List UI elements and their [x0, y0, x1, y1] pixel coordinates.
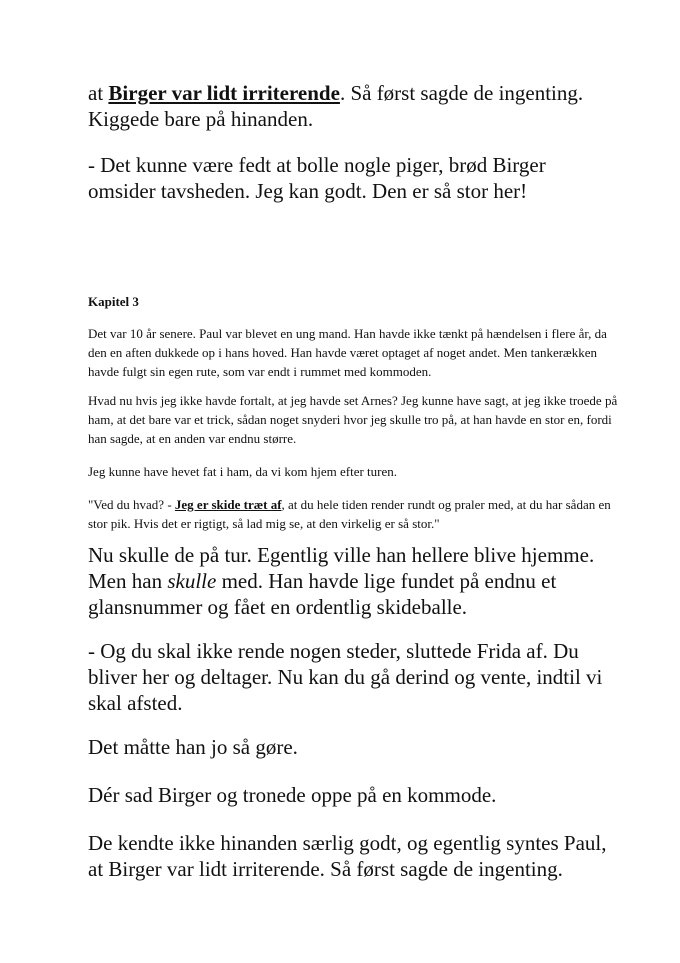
paragraph-4: - Og du skal ikke rende nogen steder, sluttede Frida af. Du bliver her og deltager. Nu kan du gå derind og vente, indtil vi skal afsted. [88, 639, 603, 715]
chapter-heading: Kapitel 3 [88, 294, 139, 309]
underlined-phrase: Birger var lidt irriterende [108, 81, 340, 105]
italic-word: skulle [167, 569, 217, 593]
paragraph-7: De kendte ikke hinanden særlig godt, og egentlig syntes Paul, at Birger var lidt irriterende. Så først sagde de ingenting. [88, 831, 607, 881]
small-paragraph-3: Jeg kunne have hevet fat i ham, da vi kom hjem efter turen. [88, 464, 398, 479]
small-paragraph-2: Hvad nu hvis jeg ikke havde fortalt, at jeg havde set Arnes? Jeg kunne have sagt, at jeg ikke troede på ham, at det bare var et trick, sådan noget snyderi hvor jeg skulle tro på, at han havde en stor en, fordi han sagde, at en anden var endnu større. [88, 393, 618, 446]
paragraph-5: Det måtte han jo så gøre. [88, 735, 298, 759]
paragraph-6: Dér sad Birger og tronede oppe på en kommode. [88, 783, 497, 807]
underlined-phrase-2: Jeg er skide træt af [174, 497, 282, 512]
small-paragraph-1: Det var 10 år senere. Paul var blevet en ung mand. Han havde ikke tænkt på hændelsen i flere år, da den en aften dukkede op i hans hoved. Han havde været optaget af noget andet. Men tankerækken havde fulgt sin egen rute, som var endt i rummet med kommoden. [88, 326, 607, 379]
paragraph-2: - Det kunne være fedt at bolle nogle piger, brød Birger omsider tavsheden. Jeg kan godt. Den er så stor her! [88, 153, 546, 203]
small-paragraph-4: "Ved du hvad? - Jeg er skide træt af, at du hele tiden render rundt og praler med, at du har sådan en stor pik. Hvis det er rigtigt, så lad mig se, at den virkelig er så stor." [88, 497, 611, 531]
paragraph-1: at Birger var lidt irriterende. Så først sagde de ingenting. Kiggede bare på hinanden. [88, 81, 584, 131]
paragraph-3: Nu skulle de på tur. Egentlig ville han hellere blive hjemme. Men han skulle med. Han havde lige fundet på endnu et glansnummer og fået en ordentlig skideballe. [88, 543, 595, 619]
